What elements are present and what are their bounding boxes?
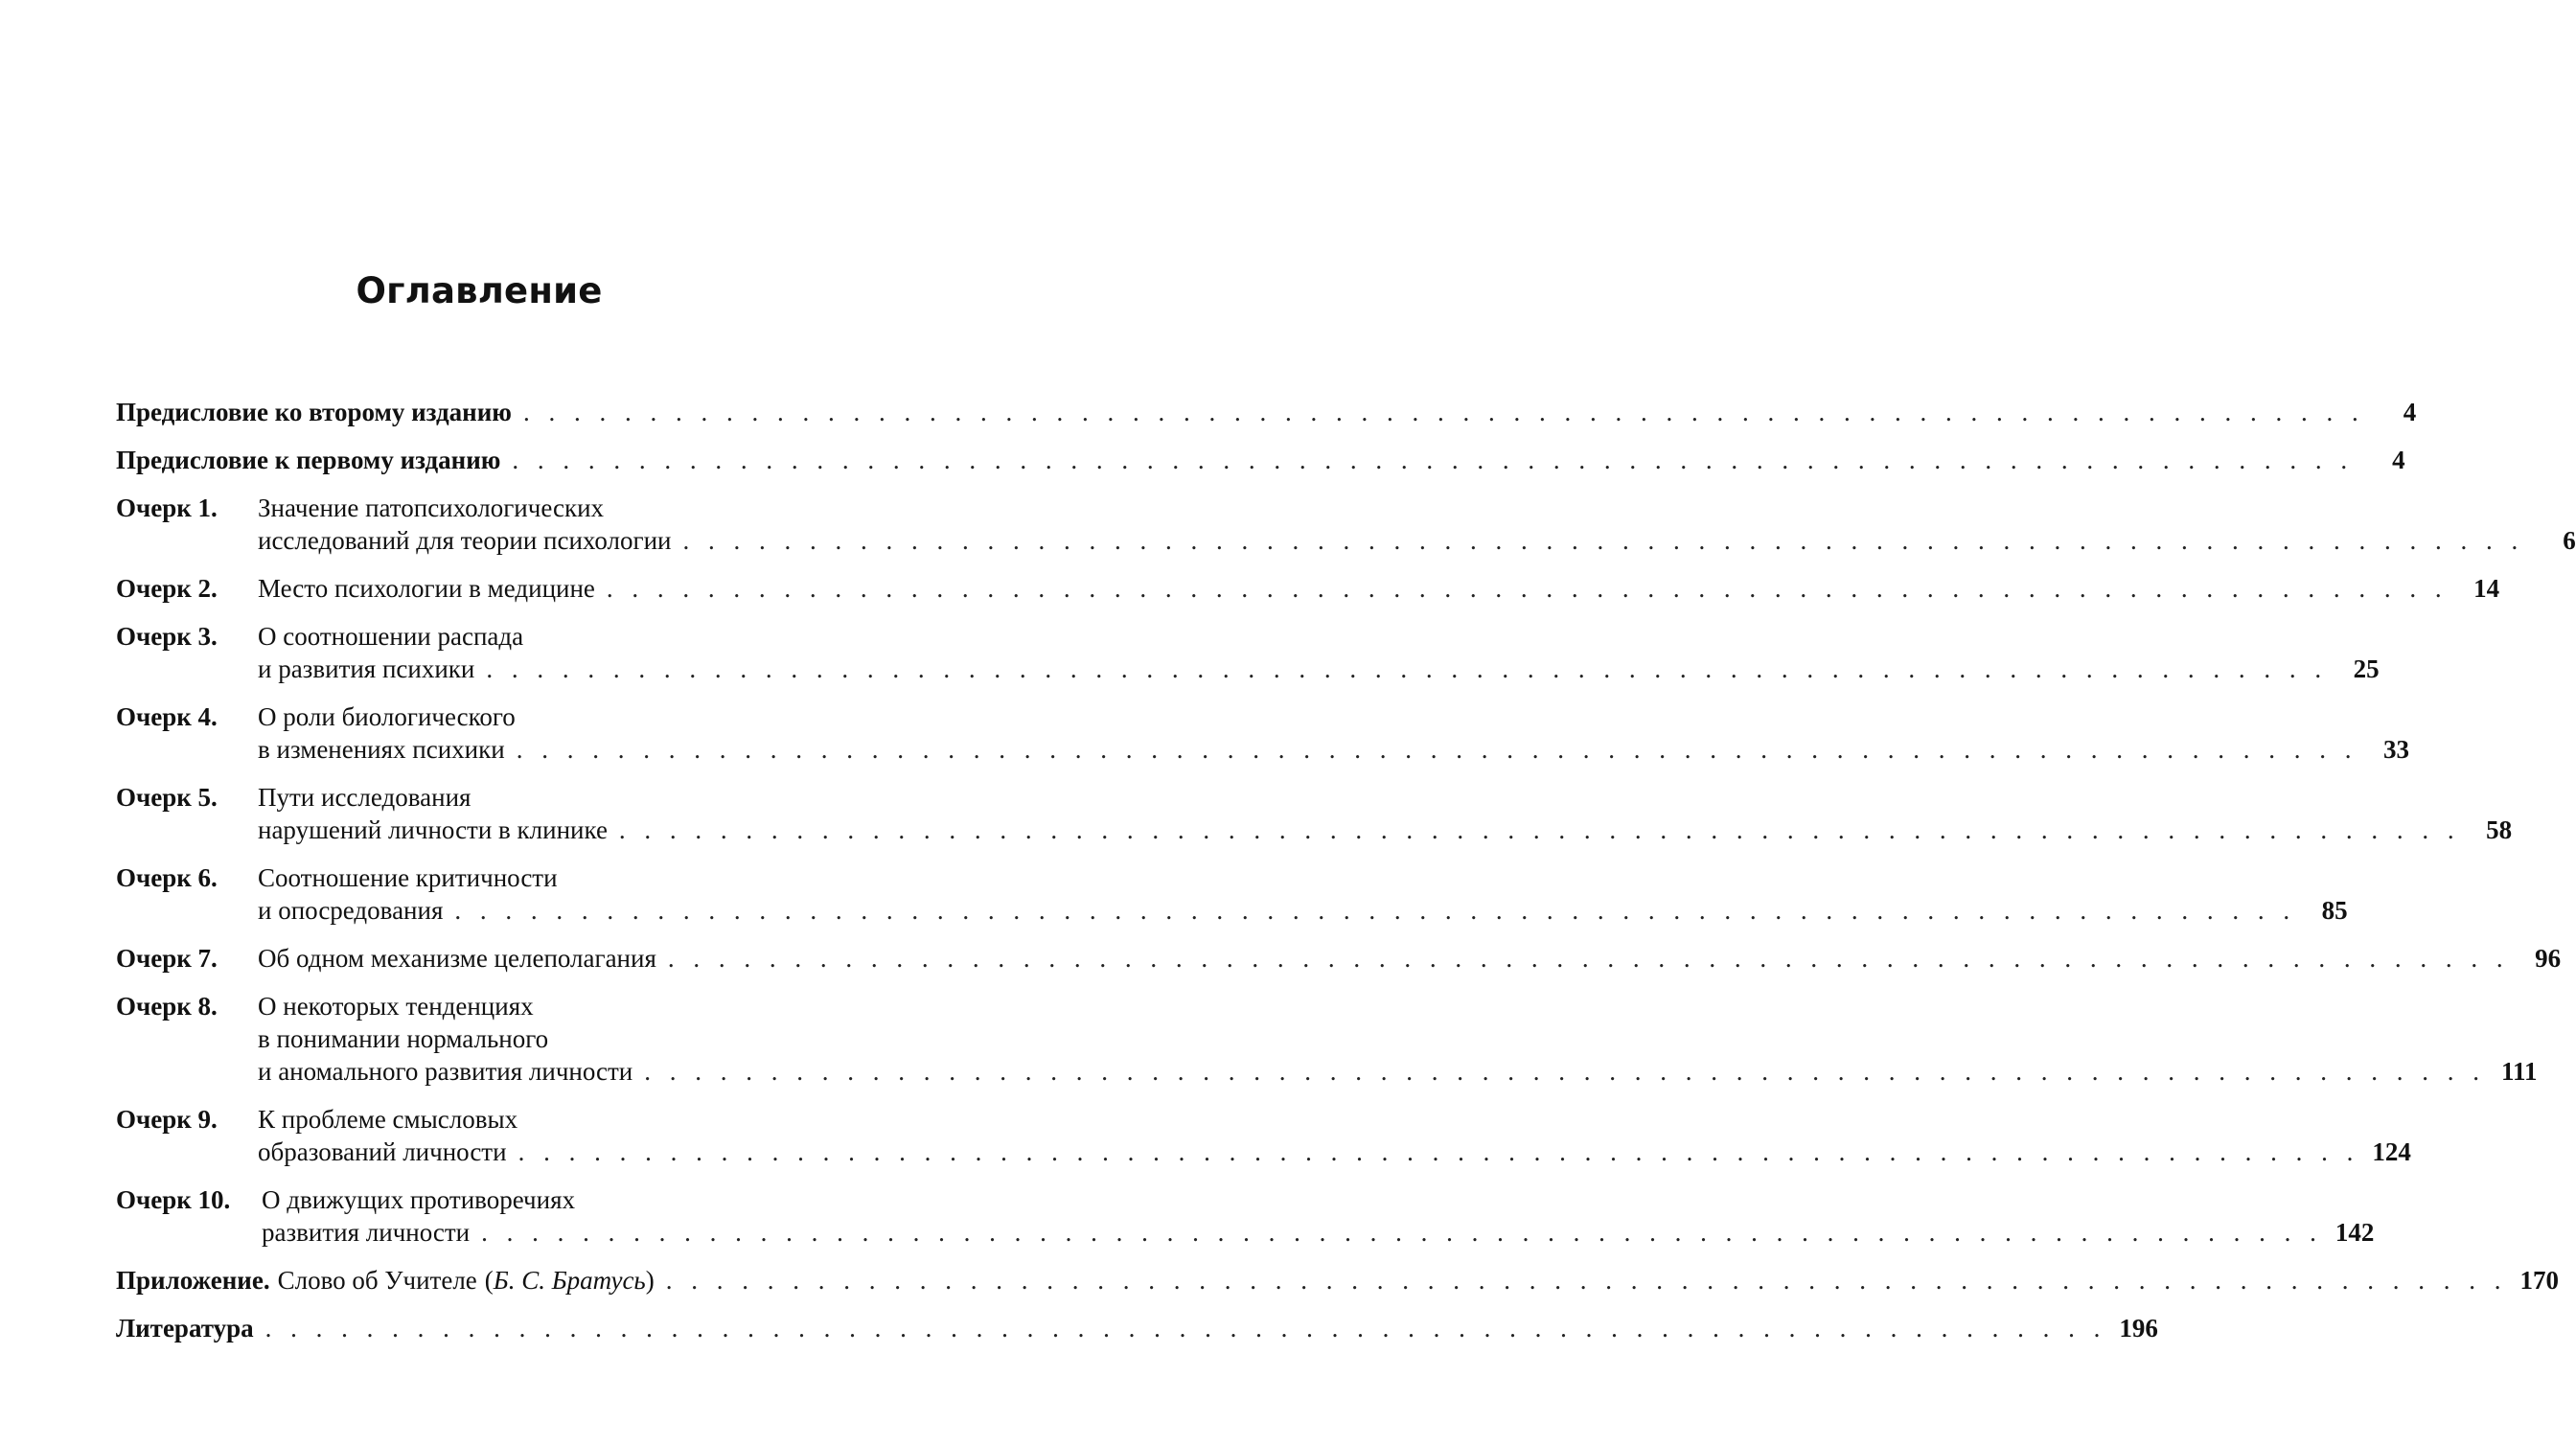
toc-entry-essay-5[interactable]: [116, 781, 2513, 846]
toc-page-number: 170: [2519, 1266, 2559, 1295]
toc-essay-label: Очерк 4.: [116, 702, 218, 731]
toc-entry-appendix[interactable]: [116, 1264, 2559, 1297]
toc-author-paren-close: ): [645, 1266, 655, 1295]
toc-page-number: 85: [2321, 896, 2348, 925]
toc-entry-title: Предисловие к первому изданию: [116, 446, 501, 474]
toc-entry-essay-1[interactable]: [116, 492, 2576, 557]
dot-leader: [517, 733, 2358, 766]
toc-page-number: 25: [2353, 654, 2380, 683]
toc-entry-title-line: Место психологии в медицине: [258, 574, 595, 603]
toc-page-number: 142: [2334, 1218, 2375, 1247]
dot-leader: [666, 1264, 2507, 1297]
dot-leader: [607, 572, 2448, 605]
toc-entry-essay-10[interactable]: [116, 1183, 2375, 1249]
toc-page-number: 111: [2500, 1057, 2538, 1086]
toc-essay-label: Очерк 9.: [116, 1105, 218, 1134]
toc-entry-title-line: образований личности: [258, 1137, 507, 1166]
toc-page-number: 124: [2372, 1137, 2411, 1166]
dot-leader: [619, 814, 2460, 846]
toc-entry-essay-9[interactable]: [116, 1103, 2411, 1168]
dot-leader: [481, 1216, 2322, 1249]
toc-page-number: 4: [2392, 446, 2405, 474]
toc-entry-essay-4[interactable]: [116, 700, 2409, 766]
toc-entry-essay-3[interactable]: [116, 620, 2380, 685]
toc-entry-title-line: К проблеме смысловых: [258, 1105, 518, 1134]
toc-entry-title-line: развития личности: [262, 1218, 471, 1247]
toc-entry-title-line: и развития психики: [258, 654, 475, 683]
toc-page-number: 6: [2563, 526, 2576, 555]
toc-essay-label: Очерк 5.: [116, 783, 218, 812]
toc-essay-label: Очерк 6.: [116, 863, 218, 892]
toc-entry-preface-second[interactable]: [116, 396, 2417, 428]
toc-page-number: 96: [2535, 944, 2562, 973]
dot-leader: [523, 396, 2364, 428]
toc-author: Б. С. Братусь: [493, 1266, 646, 1295]
toc-page-number: 14: [2473, 574, 2500, 603]
toc-page-number: 33: [2382, 735, 2409, 764]
toc-entry-title: Слово об Учителе: [277, 1266, 477, 1295]
dot-leader: [668, 942, 2509, 975]
toc-entry-title-line: О некоторых тенденциях: [258, 992, 534, 1021]
toc-entry-title-line: Соотношение критичности: [258, 863, 558, 892]
page-title: Оглавление: [356, 270, 603, 311]
table-of-contents: [116, 396, 2576, 1360]
toc-entry-title-line: Значение патопсихологических: [258, 493, 605, 522]
toc-entry-essay-6[interactable]: [116, 861, 2348, 927]
toc-entry-title-line: исследований для теории психологии: [258, 526, 672, 555]
dot-leader: [265, 1312, 2106, 1344]
toc-entry-essay-8[interactable]: [116, 990, 2538, 1088]
toc-entry-title-line: О роли биологического: [258, 702, 516, 731]
dot-leader: [683, 524, 2524, 557]
toc-entry-title: Предисловие ко второму изданию: [116, 398, 512, 426]
toc-entry-preface-first[interactable]: [116, 444, 2405, 476]
toc-entry-title-line: нарушений личности в клинике: [258, 815, 608, 844]
toc-author-paren-open: (: [484, 1266, 494, 1295]
toc-essay-label: Очерк 7.: [116, 944, 218, 973]
toc-essay-label: Очерк 2.: [116, 574, 218, 603]
toc-entry-title-line: и аномального развития личности: [258, 1057, 633, 1086]
toc-entry-title-line: О движущих противоречиях: [262, 1185, 575, 1214]
toc-essay-label: Очерк 1.: [116, 493, 218, 522]
toc-essay-label: Очерк 10.: [116, 1185, 231, 1214]
toc-entry-title-line: в понимании нормального: [258, 1024, 549, 1053]
toc-entry-essay-2[interactable]: [116, 572, 2500, 605]
toc-entry-title-line: Пути исследования: [258, 783, 472, 812]
toc-page-number: 4: [2403, 398, 2417, 426]
toc-entry-title: Литература: [116, 1314, 254, 1343]
toc-essay-label: Очерк 3.: [116, 622, 218, 651]
dot-leader: [512, 444, 2353, 476]
toc-page-number: 58: [2486, 815, 2513, 844]
toc-entry-literature[interactable]: [116, 1312, 2158, 1344]
dot-leader: [518, 1136, 2359, 1168]
toc-entry-title-line: в изменениях психики: [258, 735, 505, 764]
toc-entry-title-line: и опосредования: [258, 896, 444, 925]
dot-leader: [454, 894, 2295, 927]
toc-page-number: 196: [2119, 1314, 2158, 1343]
toc-essay-label: Очерк 8.: [116, 992, 218, 1021]
toc-entry-essay-7[interactable]: [116, 942, 2562, 975]
toc-entry-title-line: О соотношении распада: [258, 622, 524, 651]
toc-appendix-label: Приложение.: [116, 1266, 270, 1295]
dot-leader: [486, 653, 2327, 685]
toc-entry-title-line: Об одном механизме целеполагания: [258, 944, 656, 973]
dot-leader: [644, 1055, 2485, 1088]
